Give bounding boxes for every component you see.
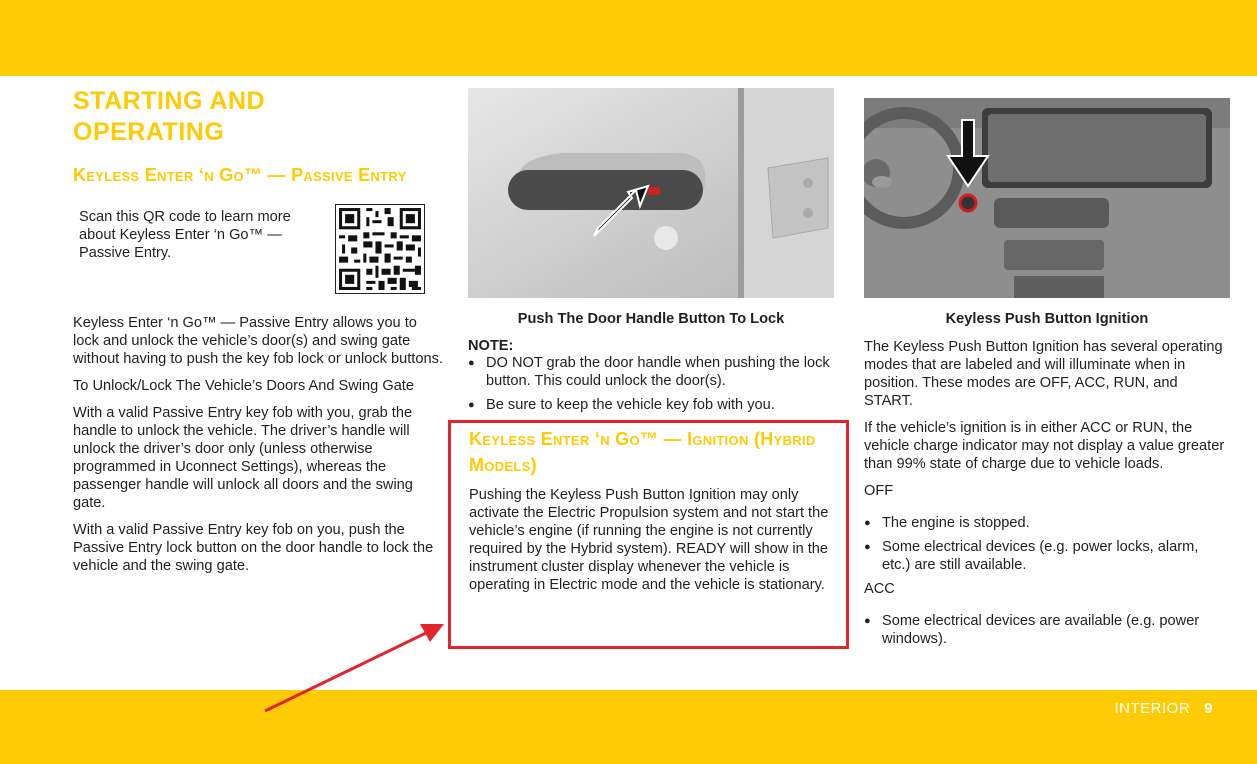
- charge-indicator-text: If the vehicle’s ignition is in either ACC or RUN, the vehicle charge indicator may not display a value greater than 99% state of charge due to vehicle loads.: [864, 420, 1225, 472]
- door-handle-caption: Push The Door Handle Button To Lock: [517, 311, 785, 327]
- passive-entry-intro: Keyless Enter ‘n Go™ — Passive Entry allows you to lock and unlock the vehicle’s door(s) and swing gate without having to push the key fob lock or unlock buttons.: [73, 315, 443, 367]
- ignition-modes-text: The Keyless Push Button Ignition has several operating modes that are labeled and will illuminate when in position. These modes are OFF, ACC, RUN, and START.: [864, 339, 1223, 409]
- note-item: ● Be sure to keep the vehicle key fob with you.: [468, 396, 834, 414]
- off-mode-item: ● Some electrical devices (e.g. power locks, alarm, etc.) are still available.: [864, 538, 1230, 574]
- acc-mode-label: ACC: [864, 581, 895, 597]
- note-label: NOTE:: [468, 338, 514, 354]
- acc-mode-item: ● Some electrical devices are available (e.g. power windows).: [864, 612, 1230, 648]
- unlock-lock-heading: To Unlock/Lock The Vehicle’s Doors And Swing Gate: [73, 378, 414, 394]
- qr-description: Scan this QR code to learn more about Keyless Enter ‘n Go™ — Passive Entry.: [79, 209, 291, 261]
- hybrid-ignition-heading: Keyless Enter ‘n Go™ — Ignition (Hybrid Models): [469, 429, 816, 475]
- section-title-line2: OPERATING: [73, 118, 225, 146]
- hybrid-ignition-text: Pushing the Keyless Push Button Ignition may only activate the Electric Propulsion system and not start the vehicle’s engine (if running the engine is not currently required by the Hybrid system). READY will show in the instrument cluster display whenever the vehicle is operating in Electric mode and the vehicle is stationary.: [469, 487, 829, 593]
- page-number: 9: [1204, 700, 1213, 717]
- note-item: ● DO NOT grab the door handle when pushing the lock button. This could unlock the door(s).: [468, 354, 834, 390]
- footer-section: INTERIOR: [1114, 700, 1191, 717]
- lock-paragraph: With a valid Passive Entry key fob on you, push the Passive Entry lock button on the door handle to lock the vehicle and the swing gate.: [73, 522, 434, 574]
- off-mode-label: OFF: [864, 483, 894, 499]
- passive-entry-heading: Keyless Enter ‘n Go™ — Passive Entry: [73, 165, 407, 185]
- ignition-caption: Keyless Push Button Ignition: [945, 311, 1149, 327]
- section-title-line1: STARTING AND: [73, 87, 266, 115]
- unlock-paragraph: With a valid Passive Entry key fob with you, grab the handle to unlock the vehicle. The driver’s handle will unlock the driver’s door only (unless otherwise programmed in Uconnect Settings), whereas the passenger handle will unlock all doors and the swing gate.: [73, 405, 413, 511]
- off-mode-item: ● The engine is stopped.: [864, 514, 1230, 532]
